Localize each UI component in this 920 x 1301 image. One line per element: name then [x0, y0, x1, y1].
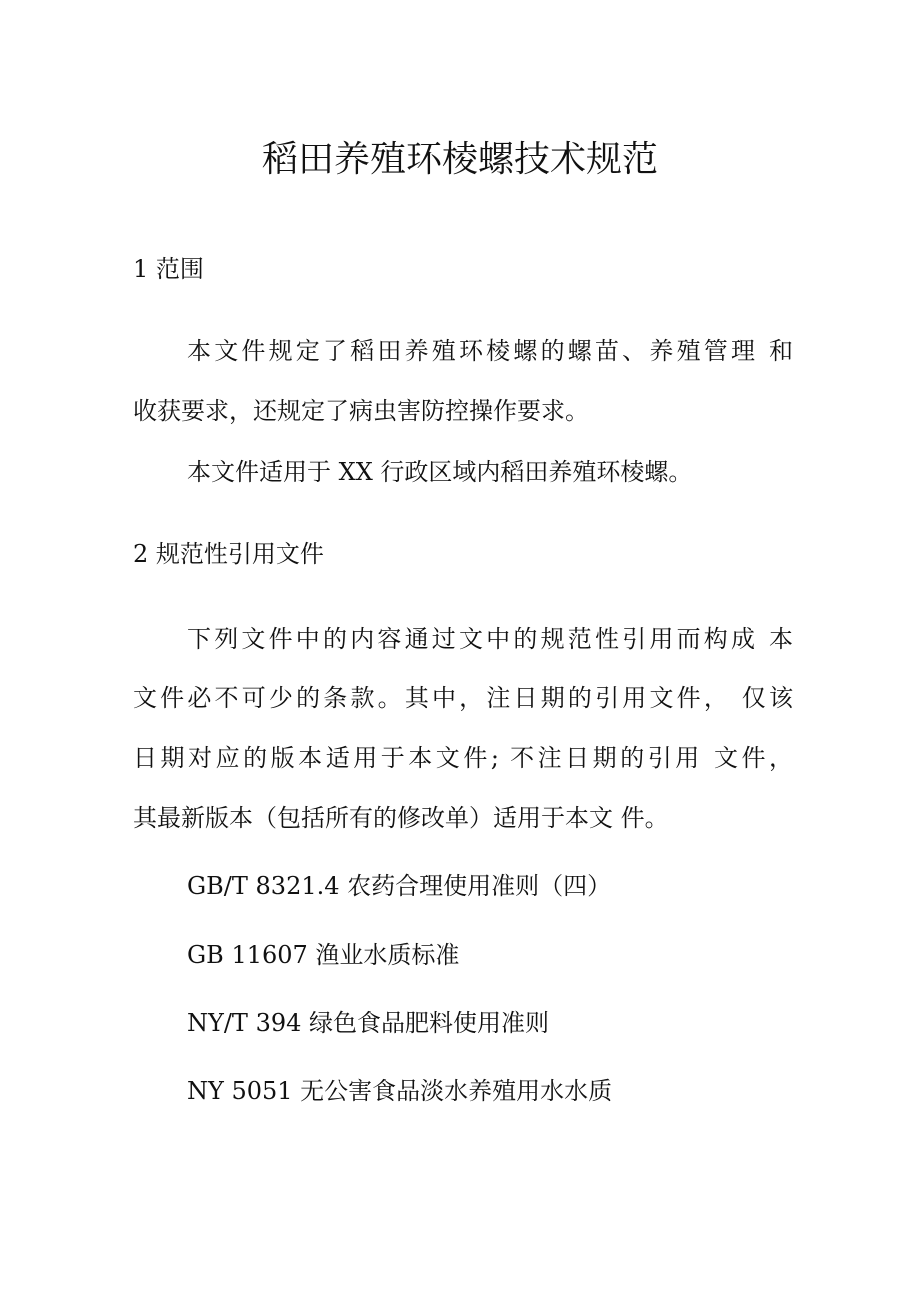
section-1-paragraph-1-line-1: 本文件规定了稻田养殖环棱螺的螺苗、养殖管理 和 — [187, 337, 793, 365]
section-2-paragraph-line-3: 日期对应的版本适用于本文件; 不注日期的引用 文件， — [133, 744, 793, 772]
reference-item: GB/T 8321.4 农药合理使用准则（四） — [187, 872, 612, 900]
reference-item: GB 11607 渔业水质标准 — [187, 941, 460, 969]
section-2-paragraph-line-2: 文件必不可少的条款。其中，注日期的引用文件， 仅该 — [133, 684, 793, 712]
document-title: 稻田养殖环棱螺技术规范 — [261, 139, 658, 180]
section-2-paragraph-line-1: 下列文件中的内容通过文中的规范性引用而构成 本 — [187, 625, 793, 653]
section-1-heading: 1 范围 — [133, 255, 204, 283]
reference-item: NY/T 394 绿色食品肥料使用准则 — [187, 1009, 550, 1037]
section-1-paragraph-1-line-2: 收获要求，还规定了病虫害防控操作要求。 — [133, 397, 589, 425]
section-2-paragraph-line-4: 其最新版本（包括所有的修改单）适用于本文 件。 — [133, 804, 669, 832]
section-2-heading: 2 规范性引用文件 — [133, 540, 324, 568]
reference-item: NY 5051 无公害食品淡水养殖用水水质 — [187, 1077, 613, 1105]
section-1-paragraph-2: 本文件适用于 XX 行政区域内稻田养殖环棱螺。 — [187, 458, 693, 486]
